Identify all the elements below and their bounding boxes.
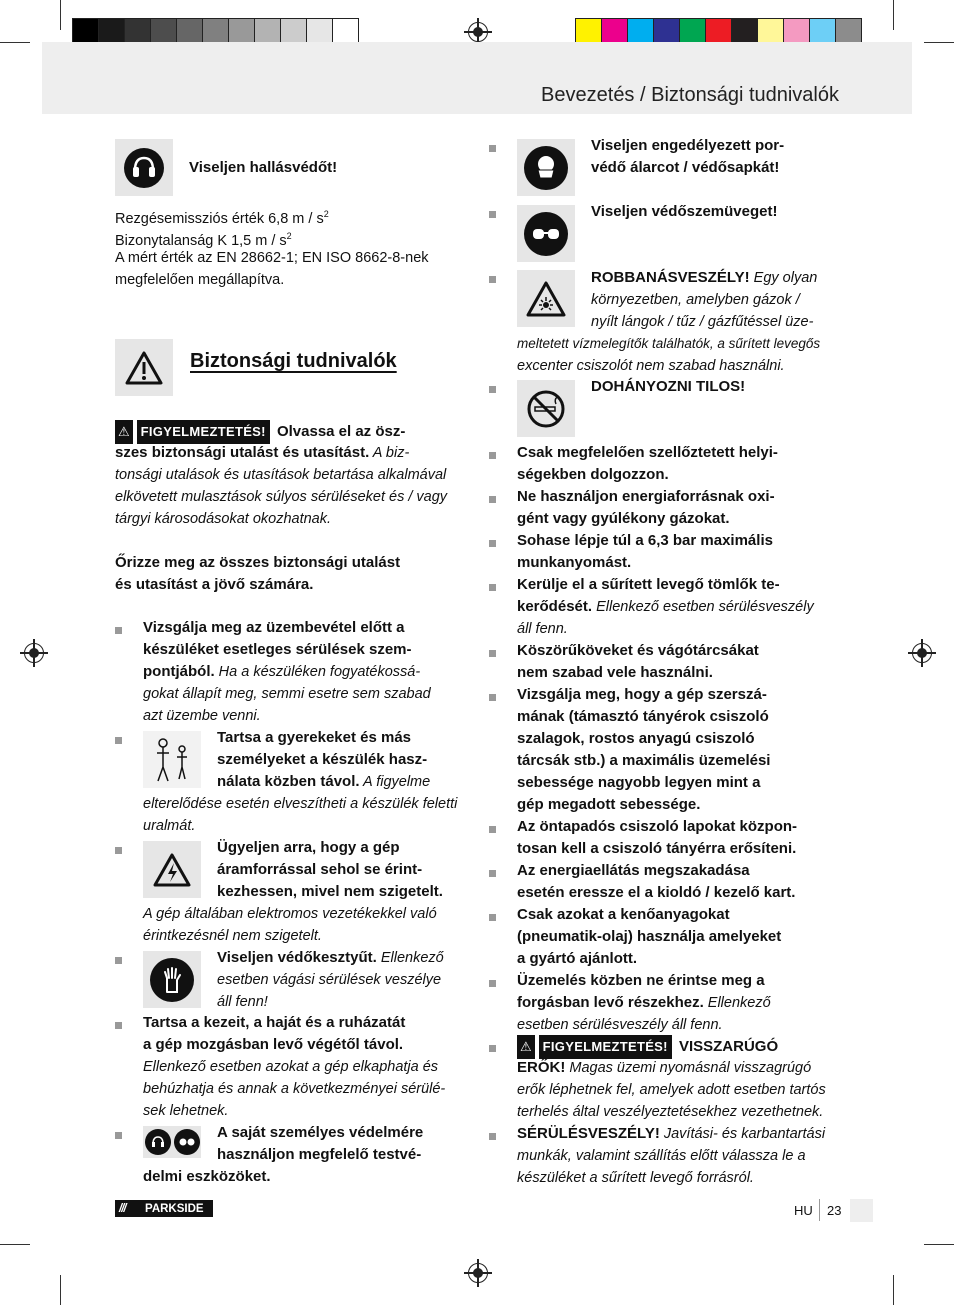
inspect-line-5: azt üzembe venni. bbox=[143, 708, 261, 724]
explosion-line-3: nyílt lángok / tűz / gázfűtéssel üze- bbox=[591, 314, 814, 330]
bullet bbox=[489, 452, 496, 459]
speed-line-1: Vizsgálja meg, hogy a gép szerszá- bbox=[517, 686, 767, 703]
hands-line-3: Ellenkező esetben azokat a gép elkaphatja és bbox=[143, 1059, 439, 1075]
bullet bbox=[489, 584, 496, 591]
warning-small-icon: ⚠ bbox=[115, 420, 133, 444]
electric-line-3: kezhessen, mivel nem szigetelt. bbox=[217, 883, 443, 900]
bullet bbox=[115, 737, 122, 744]
explosion-line-4: meltetett vízmelegítők találhatók, a sűrített levegős bbox=[517, 336, 821, 351]
crop-mark bbox=[924, 42, 954, 43]
pressure-line-1: Sohase lépje túl a 6,3 bar maximális bbox=[517, 532, 773, 549]
bullet bbox=[489, 980, 496, 987]
warning-small-icon: ⚠ bbox=[517, 1035, 535, 1059]
warning-line-4: elkövetett mulasztások súlyos sérüléseket és / vagy bbox=[115, 489, 448, 505]
bullet bbox=[489, 826, 496, 833]
crop-mark bbox=[60, 1275, 61, 1305]
hose-line-2: kerődését. Ellenkező esetben sérülésveszély bbox=[517, 598, 814, 615]
oxygen-line-2: gént vagy gyúlékony gázokat. bbox=[517, 510, 730, 527]
kickback-line-1: ⚠ FIGYELMEZTETÉS! VISSZARÚGÓ bbox=[517, 1035, 778, 1059]
goggles-small-icon bbox=[174, 1129, 200, 1155]
warning-line-3: tonsági utalások és utasítások betartása alkalmával bbox=[115, 467, 447, 483]
children-line-2: személyeket a készülék hasz- bbox=[217, 751, 428, 768]
ventilation-line-1: Csak megfelelően szellőztetett helyi- bbox=[517, 444, 778, 461]
electric-line-1: Ügyeljen arra, hogy a gép bbox=[217, 839, 400, 856]
bullet bbox=[489, 1133, 496, 1140]
pads-line-2: tosan kell a csiszoló tányérra erősíteni. bbox=[517, 840, 797, 857]
pads-line-1: Az öntapadós csiszoló lapokat közpon- bbox=[517, 818, 798, 835]
children-line-3: nálata közben távol. A figyelme bbox=[217, 773, 431, 790]
vibration-emission: Rezgésemissziós érték 6,8 m / $s^2$ bbox=[115, 209, 329, 227]
bullet bbox=[489, 914, 496, 921]
logo-stripes: /// bbox=[119, 1202, 126, 1215]
registration-mark-top bbox=[468, 22, 488, 42]
bullet bbox=[115, 1132, 122, 1139]
gloves-icon bbox=[143, 951, 201, 1008]
ppe-line-2: használjon megfelelő testvé- bbox=[217, 1146, 422, 1163]
ear-protection-icon bbox=[115, 139, 173, 196]
registration-mark-bottom bbox=[468, 1263, 488, 1283]
inspect-line-4: gokat állapít meg, semmi esetre sem szabad bbox=[143, 686, 431, 702]
children-line-1: Tartsa a gyerekeket és más bbox=[217, 729, 412, 746]
hose-line-3: áll fenn. bbox=[517, 621, 568, 637]
electric-line-5: érintkezésnél nem szigetelt. bbox=[143, 928, 322, 944]
footer-tab bbox=[850, 1199, 873, 1222]
kickback-line-3: erők léphetnek fel, amelyek adott esetben tartós bbox=[517, 1082, 826, 1098]
measurement-standard-cont: megfelelően megállapítva. bbox=[115, 272, 285, 288]
grinding-line-2: nem szabad vele használni. bbox=[517, 664, 713, 681]
speed-line-2: mának (támasztó tányérok csiszoló bbox=[517, 708, 769, 725]
bullet bbox=[489, 145, 496, 152]
speed-line-6: gép megadott sebessége. bbox=[517, 796, 701, 813]
ppe-icons bbox=[143, 1126, 201, 1158]
speed-line-5: sebessége nagyobb legyen mint a bbox=[517, 774, 761, 791]
energy-line-1: Az energiaellátás megszakadása bbox=[517, 862, 750, 879]
electric-line-2: áramforrással sehol se érint- bbox=[217, 861, 423, 878]
bullet bbox=[115, 627, 122, 634]
gloves-line-1: Viseljen védőkesztyűt. Ellenkező bbox=[217, 949, 444, 966]
bullet bbox=[489, 386, 496, 393]
warning-triangle-icon bbox=[115, 339, 173, 396]
ppe-line-3: delmi eszközöket. bbox=[143, 1168, 271, 1185]
dust-mask-icon bbox=[517, 139, 575, 196]
ppe-line-1: A saját személyes védelmére bbox=[217, 1124, 424, 1141]
bullet bbox=[115, 1022, 122, 1029]
lubricant-line-2: (pneumatik-olaj) használja amelyeket bbox=[517, 928, 782, 945]
page-title: Bevezetés / Biztonsági tudnivalók bbox=[541, 84, 839, 106]
ventilation-line-2: ségekben dolgozzon. bbox=[517, 466, 669, 483]
children-line-5: uralmát. bbox=[143, 818, 196, 834]
kickback-line-2: ERŐK! Magas üzemi nyomásnál visszagrúgó bbox=[517, 1059, 812, 1076]
hands-line-1: Tartsa a kezeit, a haját és a ruházatát bbox=[143, 1014, 406, 1031]
registration-mark-right bbox=[912, 643, 932, 663]
inspect-line-3: pontjából. Ha a készüléken fogyatékossá- bbox=[143, 663, 421, 680]
measurement-standard: A mért érték az EN 28662-1; EN ISO 8662-8-nek bbox=[115, 250, 429, 266]
explosion-line-1: ROBBANÁSVESZÉLY! Egy olyan bbox=[591, 269, 818, 286]
vibration-uncertainty: Bizonytalanság K 1,5 m / $s^2$ bbox=[115, 231, 292, 249]
bullet bbox=[489, 1045, 496, 1052]
hands-line-4: behúzhatja és annak a következményei sérülé- bbox=[143, 1081, 446, 1097]
no-smoking-label: DOHÁNYOZNI TILOS! bbox=[591, 378, 746, 395]
footer-divider bbox=[819, 1199, 820, 1221]
bullet bbox=[489, 694, 496, 701]
lubricant-line-3: a gyártó ajánlott. bbox=[517, 950, 638, 967]
inspect-line-2: készüléket esetleges sérülések szem- bbox=[143, 641, 412, 658]
grinding-line-1: Köszörűköveket és vágótárcsákat bbox=[517, 642, 759, 659]
hose-line-1: Kerülje el a sűrített levegő tömlők te- bbox=[517, 576, 780, 593]
section-heading: Biztonsági tudnivalók bbox=[190, 350, 397, 372]
bullet bbox=[489, 496, 496, 503]
crop-mark bbox=[60, 0, 61, 30]
mask-line-1: Viseljen engedélyezett por- bbox=[591, 137, 785, 154]
inspect-line-1: Vizsgálja meg az üzembevétel előtt a bbox=[143, 619, 405, 636]
ear-protection-label: Viseljen hallásvédőt! bbox=[189, 159, 338, 176]
pressure-line-2: munkanyomást. bbox=[517, 554, 632, 571]
crop-mark bbox=[893, 1275, 894, 1305]
bullet bbox=[115, 957, 122, 964]
bullet bbox=[115, 847, 122, 854]
mask-line-2: védő álarcot / védősapkát! bbox=[591, 159, 780, 176]
crop-mark bbox=[0, 1244, 30, 1245]
parkside-logo: /// PARKSIDE bbox=[115, 1200, 213, 1217]
rotating-line-2: forgásban levő részekhez. Ellenkező bbox=[517, 994, 771, 1011]
children-line-4: elterelődése esetén elveszítheti a készülék feletti bbox=[143, 796, 458, 812]
warning-line-2: szes biztonsági utalást és utasítást. A biz- bbox=[115, 444, 410, 461]
rotating-line-3: esetben sérülésveszély áll fenn. bbox=[517, 1017, 723, 1033]
explosion-hazard-icon bbox=[517, 270, 575, 327]
ear-protection-small-icon bbox=[145, 1129, 171, 1155]
explosion-line-5: excenter csiszolót nem szabad használni. bbox=[517, 358, 785, 374]
registration-mark-left bbox=[24, 643, 44, 663]
goggles-label: Viseljen védőszemüveget! bbox=[591, 203, 778, 220]
electric-line-4: A gép általában elektromos vezetékekkel való bbox=[143, 906, 437, 922]
kickback-line-4: terhelés által veszélyeztetésekhez vezethetnek. bbox=[517, 1104, 824, 1120]
speed-line-4: tárcsák stb.) a maximális üzemelési bbox=[517, 752, 771, 769]
speed-line-3: szalagok, rostos anyagú csiszoló bbox=[517, 730, 755, 747]
language-code: HU bbox=[794, 1203, 813, 1218]
bullet bbox=[489, 650, 496, 657]
hands-line-2: a gép mozgásban levő végétől távol. bbox=[143, 1036, 404, 1053]
injury-line-3: készüléket a sűrített levegő forrásról. bbox=[517, 1170, 754, 1186]
warning-line-1: ⚠ FIGYELMEZTETÉS! Olvassa el az ösz- bbox=[115, 420, 405, 444]
oxygen-line-1: Ne használjon energiaforrásnak oxi- bbox=[517, 488, 775, 505]
bullet bbox=[489, 211, 496, 218]
page-number: 23 bbox=[827, 1203, 842, 1218]
crop-mark bbox=[924, 1244, 954, 1245]
goggles-icon bbox=[517, 205, 575, 262]
keep-instructions-1: Őrizze meg az összes biztonsági utalást bbox=[115, 554, 401, 571]
injury-line-1: SÉRÜLÉSVESZÉLY! Javítási- és karbantartási bbox=[517, 1125, 826, 1142]
electric-hazard-icon bbox=[143, 841, 201, 898]
hands-line-5: sek lehetnek. bbox=[143, 1103, 229, 1119]
bullet bbox=[489, 870, 496, 877]
warning-line-5: tárgyi károsodásokat okozhatnak. bbox=[115, 511, 332, 527]
crop-mark bbox=[0, 42, 30, 43]
gloves-line-3: áll fenn! bbox=[217, 994, 268, 1010]
bullet bbox=[489, 276, 496, 283]
injury-line-2: munkák, valamint szállítás előtt válassza le a bbox=[517, 1148, 806, 1164]
energy-line-2: esetén eressze el a kioldó / kezelő kart. bbox=[517, 884, 796, 901]
explosion-line-2: környezetben, amelyben gázok / bbox=[591, 292, 800, 308]
keep-instructions-2: és utasítást a jövő számára. bbox=[115, 576, 314, 593]
keep-children-away-icon bbox=[143, 731, 201, 788]
bullet bbox=[489, 540, 496, 547]
lubricant-line-1: Csak azokat a kenőanyagokat bbox=[517, 906, 730, 923]
no-smoking-icon bbox=[517, 380, 575, 437]
rotating-line-1: Üzemelés közben ne érintse meg a bbox=[517, 972, 765, 989]
gloves-line-2: esetben vágási sérülések veszélye bbox=[217, 972, 442, 988]
crop-mark bbox=[893, 0, 894, 30]
